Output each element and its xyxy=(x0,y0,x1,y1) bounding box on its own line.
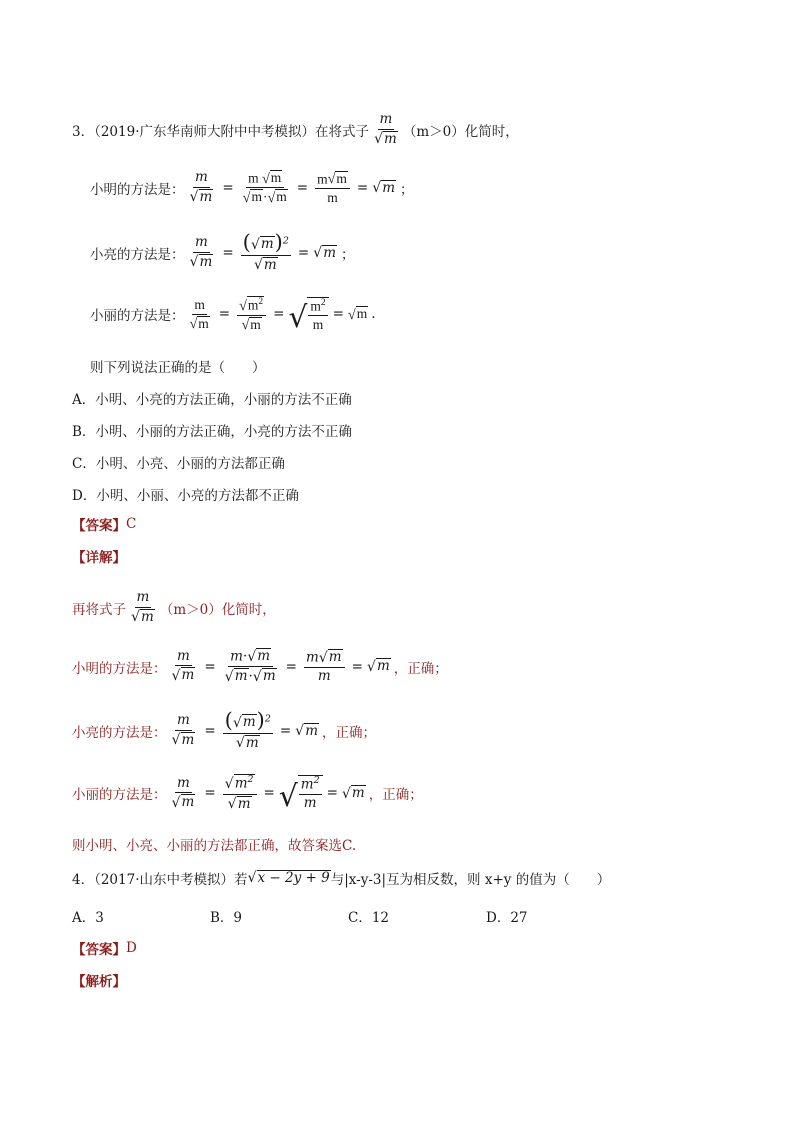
q4-option-a: A．3 xyxy=(72,910,104,926)
q4-answer-value: D xyxy=(126,940,137,956)
q3-solution-xiaoli-verdict: ，正确； xyxy=(368,787,423,804)
q3-xiaoli-method: 小丽的方法是： m √ m = √ $m^2$ √ m = √ $\frac{m^2}{m}$ = √ m . xyxy=(90,297,376,335)
q3-stem xyxy=(72,112,519,148)
q4-stem-prefix: 4．（2017·山东中考模拟）若 xyxy=(72,872,248,888)
q4-options xyxy=(72,906,586,926)
q3-xiaoliang-label: 小亮的方法是： xyxy=(90,246,185,263)
q3-solution-xiaoming: 小明的方法是： m √ m = m· √ m √ m · √ m = m √ m m = √ m ，正确； xyxy=(72,647,448,685)
q4-answer xyxy=(72,938,137,958)
q3-solution-intro-condition: （m＞0）化简时， xyxy=(159,601,276,618)
q3-xiaoli-label: 小丽的方法是： xyxy=(90,308,185,325)
q4-stem-rest: 与|x-y-3|互为相反数，则 x+y 的值为（ ） xyxy=(330,872,611,888)
q4-option-d: D．27 xyxy=(486,910,528,926)
q3-solution-xiaoliang-label: 小亮的方法是： xyxy=(72,724,167,741)
q3-detail-label: 【详解】 xyxy=(72,550,126,566)
q3-solution-xiaoming-verdict: ，正确； xyxy=(393,660,448,677)
q3-xiaoming-label: 小明的方法是： xyxy=(90,181,185,198)
q4-radical: √ x − 2y + 9 xyxy=(247,869,330,887)
q3-stem-fraction: m √ m xyxy=(374,111,397,148)
q3-answer-label: 【答案】 xyxy=(72,518,126,534)
q3-xiaoming-method: 小明的方法是： m √ m = m √ m √ m · √ m = m √ m m = √ m ； xyxy=(90,169,414,207)
q3-solution-xiaoming-label: 小明的方法是： xyxy=(72,660,167,677)
q3-question: 则下列说法正确的是（ ） xyxy=(90,360,266,376)
q3-solution-intro-prefix: 再将式子 xyxy=(72,601,126,618)
q4-option-b: B．9 xyxy=(210,910,243,926)
q3-stem-prefix: 3．（2019·广东华南师大附中中考模拟）在将式子 xyxy=(72,123,369,140)
q4-answer-label: 【答案】 xyxy=(72,942,126,958)
q3-option-d: D．小明、小丽、小亮的方法都不正确 xyxy=(72,488,299,504)
q3-solution-xiaoli: 小丽的方法是： m √ m = √ $m^2$ √ m = √ $\frac{m^2}{m}$ = √ m ，正确； xyxy=(72,774,423,814)
q3-option-c: C．小明、小亮、小丽的方法都正确 xyxy=(72,456,285,472)
q3-answer xyxy=(72,514,136,534)
q3-option-a: A．小明、小亮的方法正确，小丽的方法不正确 xyxy=(72,392,352,408)
q4-stem xyxy=(72,868,610,888)
q3-xiaoliang-method: 小亮的方法是： m √ m = ( √ m )$^2$ √ m = √ m ； xyxy=(90,230,355,274)
q3-solution-intro: 再将式子 m √ m （m＞0）化简时， xyxy=(72,589,276,626)
q3-stem-condition: （m＞0）化简时， xyxy=(402,123,519,140)
q3-solution-xiaoliang-verdict: ，正确； xyxy=(322,724,377,741)
q3-option-b: B．小明、小丽的方法正确，小亮的方法不正确 xyxy=(72,424,352,440)
q3-conclusion: 则小明、小亮、小丽的方法都正确，故答案选C. xyxy=(72,838,357,854)
q3-solution-xiaoli-label: 小丽的方法是： xyxy=(72,787,167,804)
q3-solution-xiaoliang: 小亮的方法是： m √ m = ( √ m )$^2$ √ m = √ m ，正确； xyxy=(72,708,377,752)
q3-answer-value: C xyxy=(126,516,137,532)
q4-option-c: C．12 xyxy=(348,910,390,926)
q4-analysis-label: 【解析】 xyxy=(72,974,126,990)
